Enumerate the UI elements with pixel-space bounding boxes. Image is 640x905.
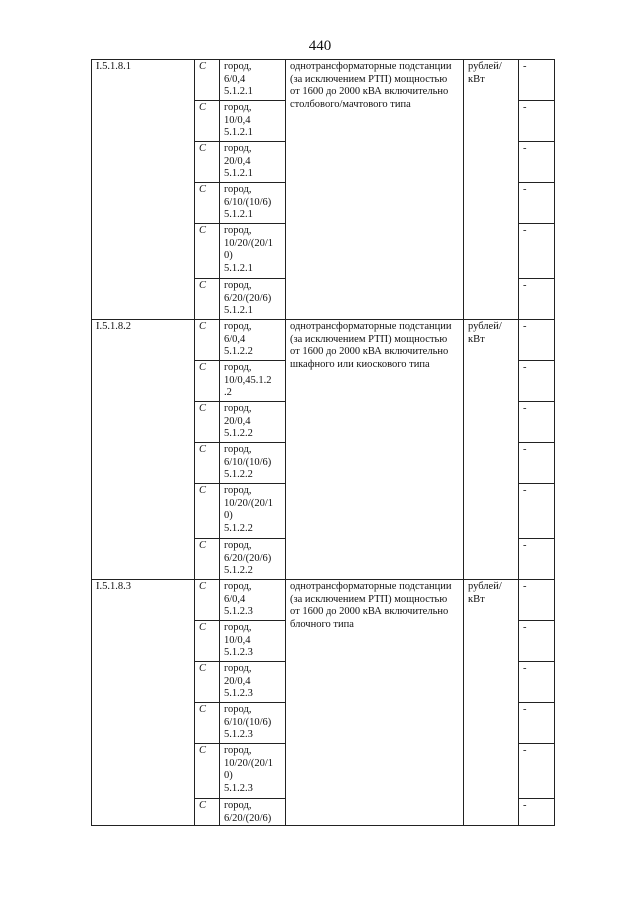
location-line: 5.1.2.2 bbox=[224, 565, 253, 576]
item-description: однотрансформаторные подстанции (за исключением РТП) мощностью от 1600 до 2000 кВА включительно блочного типа bbox=[286, 580, 464, 826]
table-body bbox=[92, 60, 555, 826]
category-letter: С bbox=[195, 101, 220, 142]
unit-of-measure: рублей/ кВт bbox=[464, 320, 519, 580]
location-line: 10/20/(20/1 bbox=[224, 757, 273, 769]
rate-value: - bbox=[519, 101, 555, 142]
location-voltage-cell bbox=[220, 443, 286, 484]
location-line: город, bbox=[224, 362, 252, 373]
location-voltage-cell bbox=[220, 101, 286, 142]
location-line: город, bbox=[224, 403, 252, 414]
location-line: город, bbox=[224, 540, 252, 551]
location-voltage-cell bbox=[220, 183, 286, 224]
category-letter: С bbox=[195, 443, 220, 484]
location-line: город, bbox=[224, 800, 252, 811]
location-line: 10/20/(20/1 bbox=[224, 237, 273, 249]
category-letter: С bbox=[195, 142, 220, 183]
location-line: 5.1.2.3 bbox=[224, 688, 253, 699]
location-line: город, bbox=[224, 321, 252, 332]
location-line: город, bbox=[224, 61, 252, 72]
location-voltage-cell bbox=[220, 662, 286, 703]
location-line: 5.1.2.2 bbox=[224, 522, 253, 534]
location-line: 6/20/(20/6) bbox=[224, 812, 272, 824]
unit-of-measure: рублей/ кВт bbox=[464, 60, 519, 320]
location-voltage-cell bbox=[220, 224, 286, 279]
location-line: 10/20/(20/1 bbox=[224, 497, 273, 509]
item-code: I.5.1.8.3 bbox=[92, 580, 195, 826]
category-letter: С bbox=[195, 484, 220, 539]
location-line: 0) bbox=[224, 510, 233, 521]
location-line: город, bbox=[224, 704, 252, 715]
location-line: .2 bbox=[224, 387, 232, 398]
rate-value: - bbox=[519, 224, 555, 279]
location-line: 6/20/(20/6) bbox=[224, 292, 272, 304]
location-line: 5.1.2.1 bbox=[224, 168, 253, 179]
rate-value: - bbox=[519, 443, 555, 484]
category-letter: С bbox=[195, 799, 220, 826]
location-voltage-cell bbox=[220, 60, 286, 101]
item-description: однотрансформаторные подстанции (за исключением РТП) мощностью от 1600 до 2000 кВА включительно шкафного или киоскового типа bbox=[286, 320, 464, 580]
location-voltage-cell bbox=[220, 539, 286, 580]
location-line: 6/0,4 bbox=[224, 593, 246, 605]
rate-value: - bbox=[519, 361, 555, 402]
location-line: город, bbox=[224, 184, 252, 195]
location-line: 20/0,4 bbox=[224, 155, 251, 167]
location-line: город, bbox=[224, 444, 252, 455]
location-voltage-cell bbox=[220, 580, 286, 621]
table-row bbox=[92, 320, 555, 361]
rate-value: - bbox=[519, 484, 555, 539]
location-line: город, bbox=[224, 280, 252, 291]
item-description: однотрансформаторные подстанции (за исключением РТП) мощностью от 1600 до 2000 кВА включительно столбового/мачтового типа bbox=[286, 60, 464, 320]
location-line: 0) bbox=[224, 250, 233, 261]
location-line: 5.1.2.3 bbox=[224, 729, 253, 740]
item-code: I.5.1.8.1 bbox=[92, 60, 195, 320]
category-letter: С bbox=[195, 183, 220, 224]
rate-value: - bbox=[519, 183, 555, 224]
location-voltage-cell bbox=[220, 744, 286, 799]
category-letter: С bbox=[195, 60, 220, 101]
location-line: 5.1.2.3 bbox=[224, 647, 253, 658]
location-line: 6/10/(10/6) bbox=[224, 716, 272, 728]
location-line: город, bbox=[224, 663, 252, 674]
rate-value: - bbox=[519, 621, 555, 662]
category-letter: С bbox=[195, 320, 220, 361]
location-line: 6/10/(10/6) bbox=[224, 456, 272, 468]
location-line: город, bbox=[224, 745, 252, 756]
rate-value: - bbox=[519, 279, 555, 320]
rate-value: - bbox=[519, 320, 555, 361]
category-letter: С bbox=[195, 703, 220, 744]
location-line: 5.1.2.2 bbox=[224, 469, 253, 480]
rate-value: - bbox=[519, 580, 555, 621]
location-line: город, bbox=[224, 225, 252, 236]
location-line: город, bbox=[224, 485, 252, 496]
location-line: 20/0,4 bbox=[224, 675, 251, 687]
table-row bbox=[92, 580, 555, 621]
rate-value: - bbox=[519, 142, 555, 183]
table-row bbox=[92, 60, 555, 101]
rate-value: - bbox=[519, 402, 555, 443]
location-line: 5.1.2.3 bbox=[224, 782, 253, 794]
location-line: 5.1.2.1 bbox=[224, 262, 253, 274]
location-voltage-cell bbox=[220, 279, 286, 320]
rate-value: - bbox=[519, 703, 555, 744]
location-line: 5.1.2.1 bbox=[224, 86, 253, 97]
item-code: I.5.1.8.2 bbox=[92, 320, 195, 580]
location-voltage-cell bbox=[220, 484, 286, 539]
location-line: город, bbox=[224, 581, 252, 592]
tariff-table bbox=[91, 59, 555, 826]
location-line: 10/0,4 bbox=[224, 634, 251, 646]
category-letter: С bbox=[195, 662, 220, 703]
category-letter: С bbox=[195, 279, 220, 320]
location-line: 5.1.2.1 bbox=[224, 305, 253, 316]
rate-value: - bbox=[519, 60, 555, 101]
location-voltage-cell bbox=[220, 361, 286, 402]
location-voltage-cell bbox=[220, 799, 286, 826]
location-line: 6/20/(20/6) bbox=[224, 552, 272, 564]
location-line: 6/0,4 bbox=[224, 333, 246, 345]
location-voltage-cell bbox=[220, 621, 286, 662]
location-voltage-cell bbox=[220, 402, 286, 443]
location-voltage-cell bbox=[220, 703, 286, 744]
category-letter: С bbox=[195, 224, 220, 279]
category-letter: С bbox=[195, 744, 220, 799]
location-line: город, bbox=[224, 622, 252, 633]
location-line: 5.1.2.2 bbox=[224, 346, 253, 357]
location-line: 5.1.2.1 bbox=[224, 209, 253, 220]
category-letter: С bbox=[195, 539, 220, 580]
rate-value: - bbox=[519, 539, 555, 580]
location-line: 5.1.2.1 bbox=[224, 127, 253, 138]
location-line: 5.1.2.2 bbox=[224, 428, 253, 439]
category-letter: С bbox=[195, 361, 220, 402]
location-line: 6/10/(10/6) bbox=[224, 196, 272, 208]
rate-value: - bbox=[519, 744, 555, 799]
location-line: город, bbox=[224, 102, 252, 113]
location-line: 10/0,45.1.2 bbox=[224, 374, 272, 386]
category-letter: С bbox=[195, 402, 220, 443]
location-line: 6/0,4 bbox=[224, 73, 246, 85]
location-voltage-cell bbox=[220, 320, 286, 361]
category-letter: С bbox=[195, 621, 220, 662]
location-line: 0) bbox=[224, 770, 233, 781]
location-line: 20/0,4 bbox=[224, 415, 251, 427]
location-voltage-cell bbox=[220, 142, 286, 183]
location-line: город, bbox=[224, 143, 252, 154]
category-letter: С bbox=[195, 580, 220, 621]
location-line: 5.1.2.3 bbox=[224, 606, 253, 617]
rate-value: - bbox=[519, 662, 555, 703]
unit-of-measure: рублей/ кВт bbox=[464, 580, 519, 826]
location-line: 10/0,4 bbox=[224, 114, 251, 126]
rate-value: - bbox=[519, 799, 555, 826]
page-number: 440 bbox=[308, 38, 332, 54]
